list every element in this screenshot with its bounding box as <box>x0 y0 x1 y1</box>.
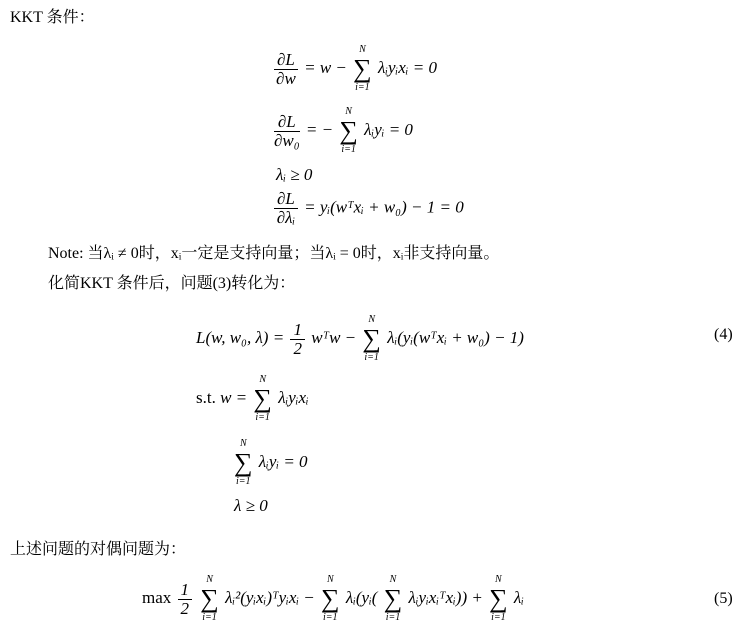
summation: N ∑ i=1 <box>362 314 381 363</box>
simplify-text: 化简KKT 条件后，问题(3)转化为： <box>48 275 296 292</box>
kkt-equation-1: $\frac{\partial L}{\partial w}$ = w − N ∑ i=1 λᵢyᵢxᵢ = 0 <box>272 44 437 94</box>
lagrangian-equation: L(w, w₀, λ) = $\frac{1}{2}$ wᵀw − N ∑ i=1 λᵢ(yᵢ(wᵀxᵢ + w₀) − 1) <box>196 314 524 363</box>
equation-number-4: (4) <box>714 326 733 343</box>
fraction: $\frac{\partial L}{\partial w}$ <box>274 51 298 88</box>
constraint-2: N ∑ i=1 λᵢyᵢ = 0 <box>234 438 308 487</box>
summation: N ∑ i=1 <box>234 438 253 487</box>
equation-number-5: (5) <box>714 590 733 607</box>
summation: N ∑ i=1 <box>200 574 219 623</box>
summation: N ∑ i=1 <box>253 374 272 423</box>
fraction-half: $\frac{1}{2}$ <box>290 321 305 358</box>
fraction: $\frac{\partial L}{\text{∂w₀}}$ <box>274 111 300 150</box>
summation: N ∑ i=1 <box>383 574 403 623</box>
summation: N ∑ i=1 <box>353 44 372 93</box>
dual-heading: 上述问题的对偶问题为： <box>10 541 187 558</box>
kkt-heading: KKT 条件： <box>10 9 95 26</box>
constraint-1: s.t. w = N ∑ i=1 λᵢyᵢxᵢ <box>196 374 309 423</box>
summation: N ∑ i=1 <box>321 574 340 623</box>
note-text: Note: 当λᵢ ≠ 0时，xᵢ一定是支持向量；当λᵢ = 0时，xᵢ非支持向量。 <box>48 245 500 262</box>
fraction-half: $\frac{1}{2}$ <box>178 581 193 618</box>
kkt-equation-2: $\frac{\partial L}{\text{∂w₀}}$ = − N ∑ i=1 λᵢyᵢ = 0 <box>274 106 413 155</box>
dual-equation: max $\frac{1}{2}$ N ∑ i=1 λᵢ²(yᵢxᵢ)ᵀyᵢxᵢ − N ∑ i=1 λᵢ(yᵢ( N ∑ i=1 λᵢyᵢxᵢᵀxᵢ)) + N ∑ i=1 λᵢ <box>142 574 524 623</box>
constraint-3: λ ≥ 0 <box>234 496 268 515</box>
summation: N ∑ i=1 <box>489 574 508 623</box>
kkt-equation-4: $\frac{\partial L}{\text{∂λᵢ}}$ = yᵢ(wᵀxᵢ + w₀) − 1 = 0 <box>272 190 464 227</box>
summation: N ∑ i=1 <box>339 106 358 155</box>
fraction: $\frac{\partial L}{\text{∂λᵢ}}$ <box>274 190 298 227</box>
kkt-equation-3: λᵢ ≥ 0 <box>276 165 313 184</box>
